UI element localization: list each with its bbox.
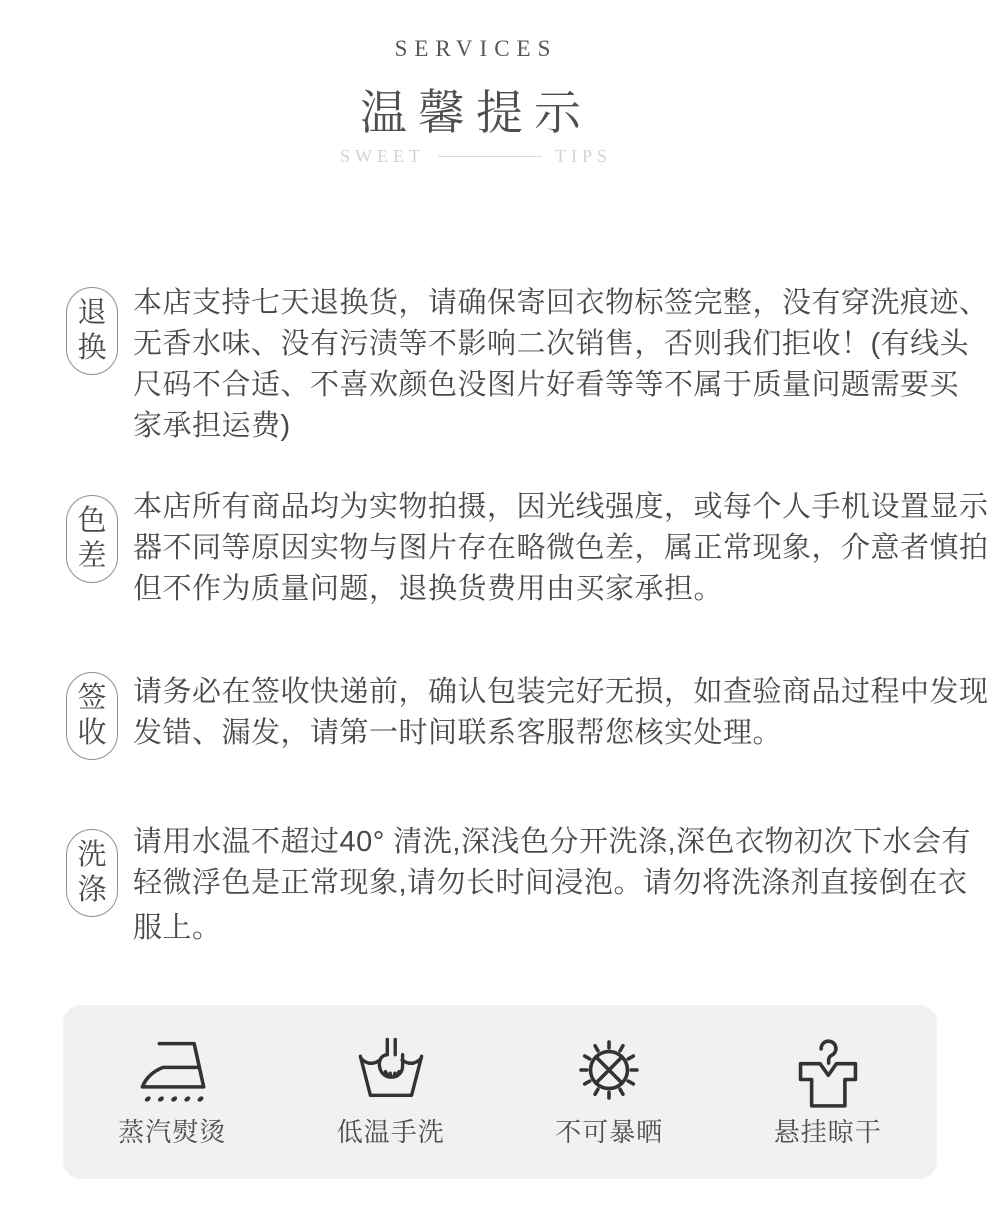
care-item-no-sun bbox=[500, 1005, 719, 1179]
care-label: 不可暴晒 bbox=[555, 1117, 664, 1147]
care-item-hang-dry bbox=[719, 1005, 938, 1179]
section-badge-color-difference bbox=[66, 495, 118, 583]
notice-line: 器不同等原因实物与图片存在略微色差，属正常现象，介意者慎拍 bbox=[133, 532, 989, 564]
care-label: 低温手洗 bbox=[336, 1117, 445, 1147]
notice-line: 轻微浮色是正常现象,请勿长时间浸泡。请勿将洗涤剂直接倒在衣 bbox=[133, 867, 968, 899]
notice-line: 请用水温不超过40° 清洗,深浅色分开洗涤,深色衣物初次下水会有 bbox=[133, 826, 972, 858]
notice-line: 尺码不合适、不喜欢颜色没图片好看等等不属于质量问题需要买 bbox=[133, 369, 960, 401]
notice-line: 发错、漏发，请第一时间联系客服帮您核实处理。 bbox=[133, 717, 783, 749]
subtitle-right: TIPS bbox=[554, 146, 612, 166]
care-item-hand-wash bbox=[282, 1005, 501, 1179]
badge-label: 退换 bbox=[77, 297, 107, 364]
notice-text-sign-receipt bbox=[133, 672, 989, 754]
care-item-steam-iron bbox=[63, 1005, 282, 1179]
care-label: 蒸汽熨烫 bbox=[118, 1117, 227, 1147]
hand-wash-icon bbox=[353, 1032, 429, 1108]
badge-label: 色差 bbox=[77, 505, 107, 572]
care-label: 悬挂晾干 bbox=[773, 1117, 882, 1147]
notice-line: 但不作为质量问题，退换货费用由买家承担。 bbox=[133, 573, 724, 605]
steam-iron-icon bbox=[134, 1032, 210, 1108]
notice-line: 家承担运费) bbox=[133, 410, 291, 442]
page-title: 温馨提示 bbox=[360, 88, 592, 140]
section-badge-sign-receipt bbox=[66, 672, 118, 760]
notice-line: 请务必在签收快递前，确认包装完好无损，如查验商品过程中发现 bbox=[133, 676, 989, 708]
notice-line: 本店所有商品均为实物拍摄，因光线强度，或每个人手机设置显示 bbox=[133, 491, 989, 523]
divider-line bbox=[438, 156, 542, 157]
notice-text-washing bbox=[133, 822, 972, 948]
notice-text-returns bbox=[133, 283, 989, 447]
header-eyebrow: SERVICES bbox=[394, 36, 558, 61]
hang-dry-icon bbox=[790, 1032, 866, 1108]
notice-text-color-difference bbox=[133, 487, 989, 610]
notice-line: 本店支持七天退换货，请确保寄回衣物标签完整，没有穿洗痕迹、 bbox=[133, 287, 989, 319]
badge-label: 签收 bbox=[77, 682, 107, 749]
badge-label: 洗涤 bbox=[77, 839, 107, 906]
care-instructions-box bbox=[63, 1005, 937, 1179]
no-sun-icon bbox=[571, 1032, 647, 1108]
notice-line: 无香水味、没有污渍等不影响二次销售，否则我们拒收！(有线头 bbox=[133, 328, 970, 360]
subtitle-left: SWEET bbox=[339, 146, 425, 166]
section-badge-washing bbox=[66, 829, 118, 917]
notice-line: 服上。 bbox=[133, 912, 222, 944]
header-subtitle bbox=[0, 146, 952, 167]
section-badge-returns bbox=[66, 287, 118, 375]
